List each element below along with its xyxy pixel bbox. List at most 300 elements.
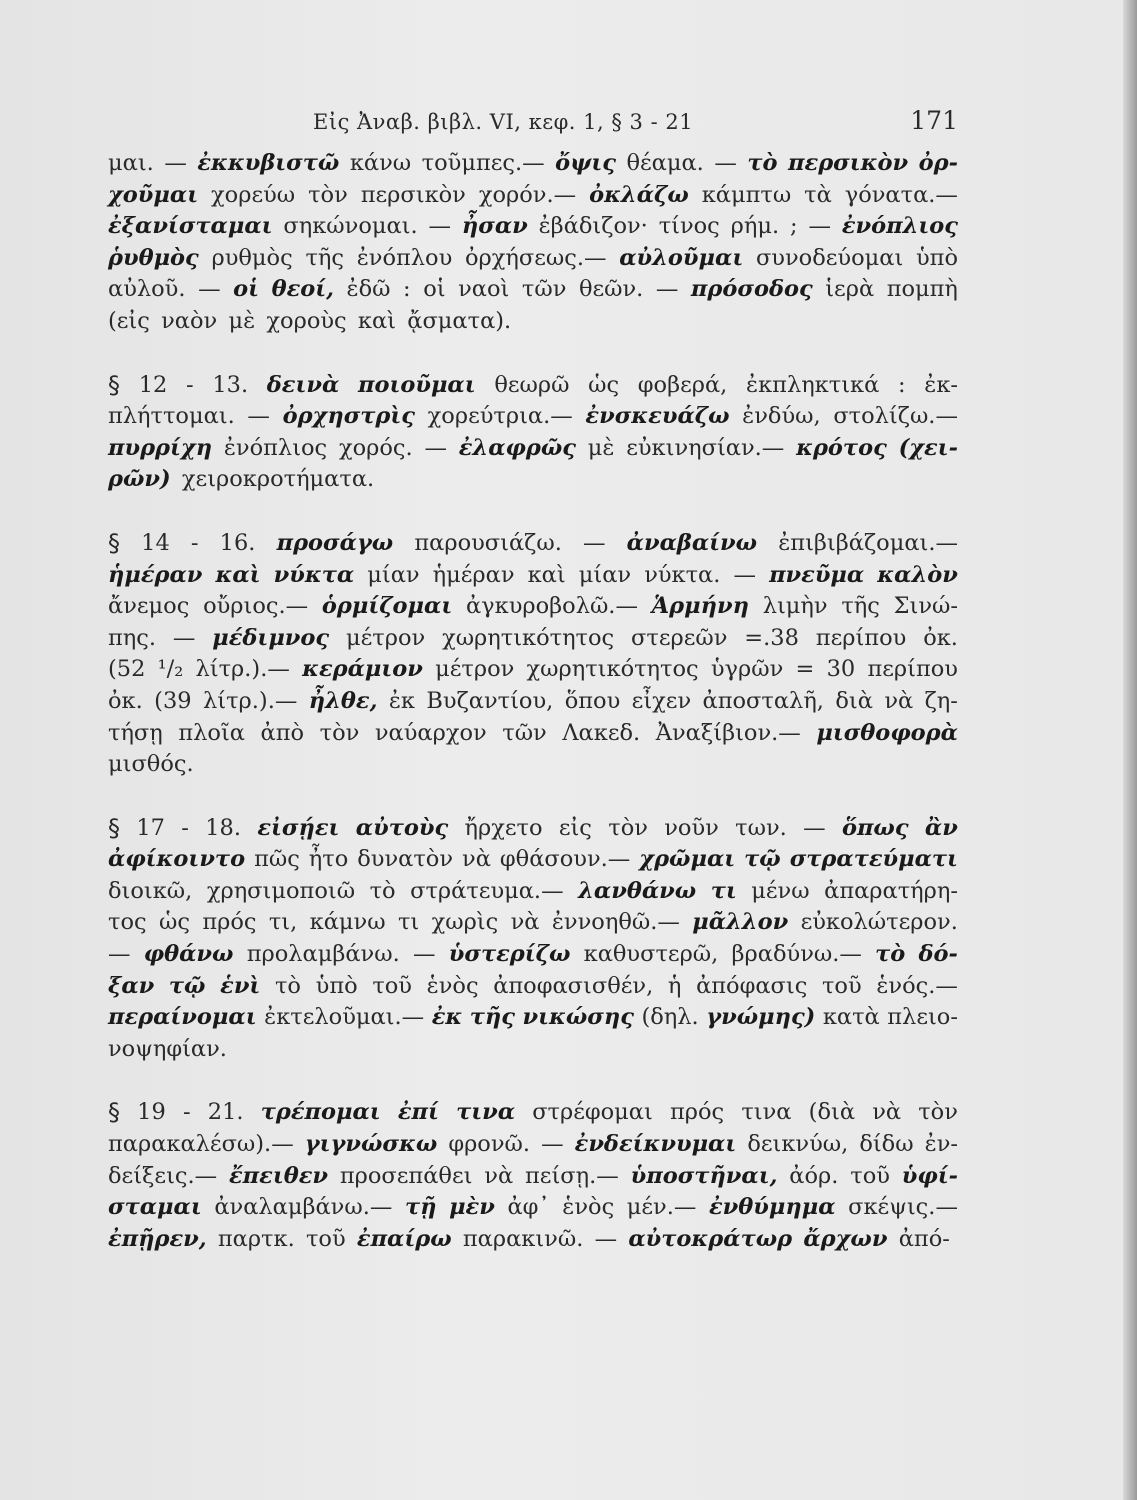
gloss-word: δίδω [859, 1131, 914, 1158]
gloss-word: ναὸν [161, 307, 218, 334]
lemma-word: λανθάνω [578, 877, 697, 904]
lemma-word: εἰσῄει [257, 814, 340, 841]
gloss-word: ὑγρῶν [710, 656, 784, 683]
gloss-word: νύκτα. [644, 561, 721, 588]
gloss-word: περίπου [815, 624, 907, 651]
lemma-word: ὑστερίζω [448, 941, 571, 968]
lemma-word: πρόσοδος [690, 276, 813, 303]
gloss-word: στράτευμα.— [410, 877, 564, 904]
gloss-word: νοῦν [664, 814, 719, 841]
gloss-word: — [413, 941, 436, 968]
gloss-word: παρακινῶ. [462, 1225, 584, 1252]
gloss-word: Σινώ- [893, 593, 958, 620]
lemma-word: (χει- [898, 434, 958, 461]
lemma-word: ἐνδείκνυμαι [574, 1131, 737, 1158]
lemma-word: ὄψις [555, 150, 616, 176]
gloss-word: λίτρ.).— [203, 687, 298, 714]
gloss-word: ἀφ᾽ [507, 1194, 550, 1221]
gloss-word: § [108, 370, 120, 399]
gloss-word: ρυθμὸς [211, 244, 293, 271]
text-line [108, 1002, 958, 1034]
gloss-word: τήσῃ [108, 719, 163, 746]
gloss-word: τι [397, 909, 420, 936]
lemma-word: τῷ [168, 972, 206, 999]
gloss-word: ἐκ- [924, 371, 958, 398]
gloss-word: ρήμ. [730, 213, 780, 240]
gloss-word: χρησιμοποιῶ [206, 877, 356, 904]
gloss-word: τὸν [319, 719, 360, 746]
gloss-word: μὲ [228, 307, 256, 334]
gloss-word: τῆς [841, 593, 880, 620]
text-line [108, 433, 958, 465]
commentary-body [108, 148, 958, 1255]
lemma-word: αὐλοῦμαι [619, 244, 744, 271]
lemma-word: ξαν [108, 972, 155, 999]
lemma-word: αὐτοκράτωρ [628, 1225, 793, 1252]
lemma-word: ἐπαίρω [356, 1225, 452, 1252]
gloss-word: στρέφομαι [532, 1099, 653, 1126]
lemma-word: ἐπί [397, 1099, 439, 1126]
paragraph [108, 370, 958, 496]
gloss-word: - [186, 371, 194, 398]
gloss-word: θέαμα. [626, 150, 704, 176]
lemma-word: ἐκ [431, 1004, 463, 1031]
gloss-word: δείξεις.— [108, 1162, 218, 1189]
gloss-word: — [172, 624, 196, 651]
gloss-word: στερεῶν [631, 624, 728, 651]
gloss-word: τὸν [608, 814, 648, 841]
gloss-word: ἀόρ. [789, 1162, 839, 1189]
gloss-word: πρός [670, 1099, 725, 1126]
gloss-word: ἀναλαμβάνω.— [214, 1194, 393, 1221]
lemma-word: μὲν [449, 1194, 495, 1221]
gloss-word: (διὰ [808, 1099, 856, 1126]
gloss-word: νὰ [884, 687, 914, 714]
gloss-word: νοψηφίαν. [108, 1035, 227, 1062]
gloss-word: τῆς [305, 244, 344, 271]
gloss-word: ἀπό- [898, 1225, 950, 1252]
gloss-word: μέτρον [346, 624, 426, 651]
text-line [108, 180, 958, 212]
gloss-word: ἀπὸ [260, 719, 305, 746]
gloss-word: ὀκ. [108, 687, 143, 714]
lemma-word: πυρρίχη [108, 434, 213, 461]
gloss-word: δυνατὸν [357, 846, 454, 873]
gloss-word: πης. [108, 624, 157, 651]
text-line [108, 876, 958, 908]
gloss-word: ἐννοηθῶ.— [551, 909, 680, 936]
gloss-word: ἦτο [308, 846, 349, 873]
gloss-word: χορόν.— [478, 181, 577, 208]
gloss-word: — [428, 213, 452, 240]
gloss-word: χοροὺς [266, 307, 347, 334]
gloss-word: — [164, 150, 187, 176]
gloss-word: ἐνόπλιος [223, 434, 328, 461]
paragraph [108, 813, 958, 1066]
gloss-word: — [108, 941, 131, 968]
gloss-word: τινα [741, 1099, 792, 1126]
lemma-word: ὁρμίζομαι [321, 593, 453, 620]
text-line [108, 243, 958, 275]
gloss-word: — [424, 434, 447, 461]
lemma-word: κρότος [796, 434, 887, 461]
lemma-word: καλὸν [877, 561, 958, 588]
paragraph [108, 1097, 958, 1255]
gloss-word: ἑνὸς [562, 1194, 615, 1221]
text-line [108, 528, 958, 560]
gloss-word: τοῦ [850, 1162, 890, 1189]
text-line [108, 1034, 958, 1066]
text-line [108, 274, 958, 306]
gloss-word: πλοῖα [178, 719, 245, 746]
gloss-word: διοικῶ, [108, 877, 193, 904]
gloss-word: § [108, 813, 120, 842]
text-line [108, 654, 958, 686]
gloss-word: χωρητικότητος [442, 624, 615, 651]
gloss-word: ζη- [924, 687, 958, 714]
text-line [108, 749, 958, 781]
lemma-word: τὸ [747, 150, 778, 176]
gloss-word: (εἰς [108, 307, 150, 334]
gloss-word: ἀπόφασις [696, 972, 808, 999]
gloss-word: § [108, 528, 120, 557]
gloss-word: φθάσουν.— [499, 846, 631, 873]
page-edge-shadow [1123, 0, 1137, 1500]
text-line [108, 464, 958, 496]
gloss-word: ᾄσματα). [407, 307, 512, 334]
gloss-word: συνοδεύομαι [755, 244, 904, 271]
gloss-word: περσικὸν [360, 181, 466, 208]
gloss-word: ἐνδύω, [742, 403, 821, 430]
gloss-word: — [247, 403, 270, 430]
gloss-word: — [714, 150, 737, 176]
gloss-word: ὑπὸ [315, 972, 358, 999]
gloss-word: 19 [137, 1099, 166, 1126]
gloss-word: ἑνός.— [876, 972, 958, 999]
text-line [108, 1129, 958, 1161]
lemma-word: περαίνομαι [108, 1004, 257, 1031]
lemma-word: ὑφί- [901, 1162, 958, 1189]
lemma-word: γιγνώσκω [304, 1131, 438, 1158]
gloss-word: : [403, 276, 411, 303]
lemma-word: ἡμέραν [108, 561, 203, 588]
gloss-word: — [733, 561, 756, 588]
gloss-word: μὲ [587, 434, 615, 461]
gloss-word: τοῦ [305, 1225, 346, 1252]
lemma-word: προσάγω [276, 529, 394, 556]
text-line [108, 1192, 958, 1224]
gloss-word: δεικνύω, [747, 1131, 849, 1158]
lemma-word: ἐνθύμημα [709, 1194, 836, 1221]
gloss-word: πείσῃ.— [525, 1162, 619, 1189]
lemma-word: καὶ [215, 561, 261, 588]
lemma-word: τὸ [875, 941, 906, 968]
gloss-word: μέτρον [435, 656, 515, 683]
lemma-word: ποιοῦμαι [357, 371, 476, 398]
gloss-word: χορεύω [211, 181, 296, 208]
lemma-word: περσικὸν [788, 150, 909, 176]
gloss-word: — [655, 276, 679, 303]
lemma-word: ἐκκυβιστῶ [197, 150, 340, 176]
gloss-word: χωρητικότητος [526, 656, 699, 683]
paragraph [108, 528, 958, 781]
text-line [108, 560, 958, 592]
lemma-word: τῇ [404, 1194, 437, 1221]
lemma-word: δό- [918, 941, 958, 968]
lemma-word: σταμαι [108, 1194, 202, 1221]
gloss-word: στολίζω.— [833, 403, 958, 430]
gloss-word: (52 [108, 656, 146, 683]
gloss-word: ¹/₂ [157, 656, 184, 683]
lemma-word: γνώμης) [706, 1004, 816, 1031]
gloss-word: λιμὴν [762, 593, 828, 620]
gloss-word: ἐπιβιβάζομαι.— [778, 529, 958, 556]
gloss-word: μένω [751, 877, 810, 904]
gloss-word: τὸ [274, 972, 301, 999]
gloss-word: 21. [207, 1099, 244, 1126]
gloss-word: προσεπάθει [339, 1162, 473, 1189]
lemma-word: νύκτα [273, 561, 355, 588]
gloss-word: φρονῶ. [448, 1131, 531, 1158]
gloss-word: σκέψις.— [848, 1194, 958, 1221]
lemma-word: χρῶμαι [639, 846, 736, 873]
gloss-word: διὰ [835, 687, 873, 714]
gloss-word: - [190, 529, 199, 556]
lemma-word: ἀφίκοιντο [108, 846, 246, 873]
lemma-word: τινα [456, 1099, 516, 1126]
gloss-word: νὰ [872, 1099, 902, 1126]
gloss-word: ἀποσταλῆ, [702, 687, 824, 714]
gloss-word: 18. [205, 814, 242, 841]
gloss-word: ἐκτελοῦμαι.— [264, 1004, 425, 1031]
gloss-word: τὰ [804, 181, 832, 208]
gloss-word: καθυστερῶ, [583, 941, 719, 968]
lemma-word: ἦλθε, [308, 687, 378, 714]
gloss-word: καὶ [527, 561, 566, 588]
lemma-word: ὅπως [841, 814, 909, 841]
gloss-word: 16. [219, 529, 256, 556]
gloss-word: (39 [154, 687, 192, 714]
gloss-word: νὰ [510, 909, 540, 936]
gloss-word: ὡς [158, 909, 190, 936]
lemma-word: τρέπομαι [260, 1099, 381, 1126]
gloss-word: των. [735, 814, 787, 841]
lemma-word: ἀναβαίνω [626, 529, 758, 556]
gloss-word: — [594, 1225, 618, 1252]
text-line [108, 148, 958, 180]
gloss-word: Βυζαντίου, [426, 687, 554, 714]
gloss-word: οἱ [423, 276, 446, 303]
gloss-word: χωρὶς [431, 909, 499, 936]
lemma-word: ὀρχηστρὶς [282, 403, 415, 430]
lemma-word: τι [710, 877, 737, 904]
lemma-word: κεράμιον [302, 656, 423, 683]
lemma-word: μισθοφορὰ [816, 719, 958, 746]
gloss-word: μισθός. [108, 751, 194, 778]
gloss-word: μίαν [578, 561, 632, 588]
gloss-word: παρτκ. [217, 1225, 295, 1252]
lemma-word: ῥυθμὸς [108, 244, 199, 271]
gloss-word: ἡ [667, 972, 682, 999]
lemma-word: ἐπῇρεν, [108, 1225, 207, 1252]
text-line [108, 939, 958, 971]
gloss-word: ἀγκυροβολῶ.— [465, 593, 638, 620]
gloss-word: θεῶν. [578, 276, 644, 303]
gloss-word: 17 [136, 814, 165, 841]
gloss-word: παρακαλέσω).— [108, 1131, 294, 1158]
lemma-word: ἂν [924, 814, 958, 841]
text-line [108, 370, 958, 402]
gloss-word: — [583, 529, 606, 556]
gloss-word: τοῦ [821, 972, 862, 999]
lemma-word: ἐξανίσταμαι [108, 213, 273, 240]
gloss-word: τὸ [369, 877, 396, 904]
gloss-word: μαι. [108, 150, 154, 176]
gloss-word: μέν.— [626, 1194, 697, 1221]
gloss-word: 13. [212, 371, 249, 398]
gloss-word: λίτρ.).— [195, 656, 290, 683]
page-header [108, 106, 958, 142]
gloss-word: χειροκροτήματα. [181, 466, 375, 493]
gloss-word: εὐκολώτερον. [800, 909, 958, 936]
lemma-word: νικώσης [522, 1004, 634, 1031]
gloss-word: ὅπου [564, 687, 621, 714]
lemma-word: ἑνὶ [220, 972, 261, 999]
gloss-word: αὐλοῦ. [108, 276, 186, 303]
lemma-word: τῆς [469, 1004, 515, 1031]
gloss-word: ὑπὸ [915, 244, 958, 271]
gloss-word: πλειο- [887, 1004, 958, 1031]
lemma-word: ἐνσκευάζω [585, 403, 730, 430]
gloss-word: ὡς [588, 371, 620, 398]
gloss-word: ὀρχήσεως.— [464, 244, 607, 271]
gloss-word: εἶχεν [631, 687, 692, 714]
gloss-word: χορός. [338, 434, 413, 461]
gloss-word: κατὰ [822, 1004, 880, 1031]
lemma-word: οἱ [233, 276, 260, 303]
gloss-word: ; [790, 213, 798, 240]
gloss-word: ναοὶ [458, 276, 510, 303]
gloss-word: (δηλ. [641, 1004, 699, 1031]
text-line [108, 211, 958, 243]
gloss-word: 30 [826, 656, 856, 683]
gloss-word: — [808, 213, 831, 240]
page-number: 171 [910, 106, 958, 135]
gloss-word: τὸν [918, 1099, 958, 1126]
paragraph [108, 148, 958, 338]
text-line [108, 813, 958, 845]
text-line [108, 306, 958, 338]
lemma-word: χοῦμαι [108, 181, 199, 208]
lemma-word: ἐνόπλιος [841, 213, 958, 240]
text-line [108, 971, 958, 1003]
gloss-word: καὶ [357, 307, 396, 334]
lemma-word: πνεῦμα [769, 561, 865, 588]
gloss-word: μίαν [367, 561, 420, 588]
lemma-word: στρατεύματι [789, 846, 958, 873]
gloss-word: θεωρῶ [494, 371, 570, 398]
text-line [108, 401, 958, 433]
text-line [108, 844, 958, 876]
text-line [108, 1161, 958, 1193]
gloss-word: - [182, 1099, 191, 1126]
gloss-word: φοβερά, [637, 371, 728, 398]
lemma-word: τῷ [744, 846, 781, 873]
lemma-word: δεινὰ [266, 371, 340, 398]
gloss-word: ἐν- [924, 1131, 958, 1158]
gloss-word: — [803, 814, 826, 841]
gloss-word: ἐκπληκτικά [746, 371, 880, 398]
gloss-word: =.38 [744, 624, 799, 651]
gloss-word: ναύαρχον [374, 719, 487, 746]
gloss-word: προλαμβάνω. [246, 941, 400, 968]
gloss-word: βραδύνω.— [731, 941, 862, 968]
text-line [108, 623, 958, 655]
gloss-word: πομπὴ [886, 276, 958, 303]
gloss-word: νὰ [462, 846, 491, 873]
gloss-word: ἐνόπλου [356, 244, 453, 271]
running-title: Εἰς Ἀναβ. βιβλ. VI, κεφ. 1, § 3 - 21 [313, 110, 694, 134]
lemma-word: ὑποστῆναι, [630, 1162, 778, 1189]
gloss-word: κάνω [349, 150, 412, 176]
gloss-word: τος [108, 909, 147, 936]
lemma-word: ἐλαφρῶς [458, 434, 576, 461]
gloss-word: πλήττομαι. [108, 403, 235, 430]
gloss-word: ἤρχετο [464, 814, 543, 841]
gloss-word: Λακεδ. [562, 719, 641, 746]
text-line [108, 686, 958, 718]
gloss-word: : [897, 371, 906, 398]
lemma-word: ἄρχων [803, 1225, 888, 1252]
lemma-word: θεοί, [271, 276, 334, 303]
lemma-word: αὐτοὺς [355, 814, 449, 841]
gloss-word: τὸν [308, 181, 348, 208]
gloss-word: - [181, 814, 189, 841]
gloss-word: χορεύτρια.— [427, 403, 573, 430]
text-line [108, 907, 958, 939]
gloss-word: — [198, 276, 221, 303]
lemma-word: μέδιμνος [212, 624, 330, 651]
lemma-word: Ἁρμήνη [651, 593, 749, 620]
gloss-word: ἑνὸς [426, 972, 479, 999]
gloss-word: — [541, 1131, 564, 1158]
gloss-word: σηκώνομαι. [283, 213, 418, 240]
gloss-word: τι, [268, 909, 298, 936]
gloss-word: οὔριος.— [203, 593, 309, 620]
gloss-word: πῶς [254, 846, 300, 873]
gloss-word: εἰς [558, 814, 592, 841]
gloss-word: ἀποφασισθέν, [493, 972, 654, 999]
gloss-word: ἱερὰ [825, 276, 875, 303]
gloss-word: περίπου [867, 656, 958, 683]
gloss-word: ἐκ [388, 687, 415, 714]
gloss-word: ἐβάδιζον· [538, 213, 648, 240]
gloss-word: 12 [138, 371, 168, 398]
text-line [108, 1097, 958, 1129]
lemma-word: μᾶλλον [692, 909, 789, 936]
text-line [108, 591, 958, 623]
text-line [108, 1224, 958, 1256]
text-line [108, 718, 958, 750]
gloss-word: ἄνεμος [108, 593, 190, 620]
gloss-word: ἐδῶ [346, 276, 391, 303]
lemma-word: ὀκλάζω [589, 181, 689, 208]
gloss-word: Ἀναξίβιον.— [655, 719, 801, 746]
gloss-word: νὰ [484, 1162, 514, 1189]
gloss-word: ἀπαρατήρη- [824, 877, 958, 904]
gloss-word: τοῦμπες.— [421, 150, 545, 176]
lemma-word: ἦσαν [461, 213, 528, 240]
